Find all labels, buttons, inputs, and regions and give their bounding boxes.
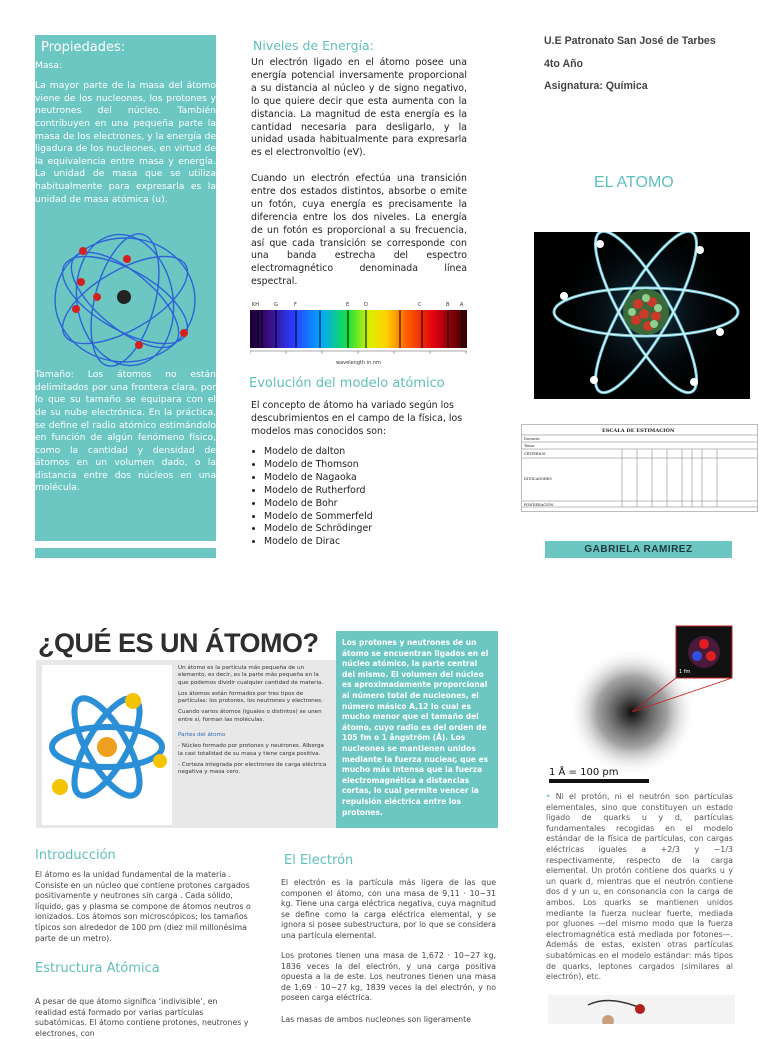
list-item: • Modelo de Schrödinger (264, 523, 480, 536)
inset-scale-label: 1 fm (679, 669, 691, 675)
scale-label: 1 Å = 100 pm (549, 767, 619, 778)
spectrum-letter: KH (252, 302, 260, 308)
evolucion-title: Evolución del modelo atómico (249, 376, 445, 391)
subject: Asignatura: Química (544, 80, 648, 92)
protones-neutrones-box: Los protones y neutrones de un átomo se encuentran ligados en el núcleo atómico, la parte central del mismo. El volumen del núcleo es aproximadamente proporcional al número total de nucleones, el número másico A,12 lo cual es mucho menor que el tamaño del átomo, cuyo radio es del orden de 105 fm o 1 ångström (Å). Los nucleones se mantienen unidos mediante la fuerza nuclear, que es mucho más intensa que la fuerza electromagnética a distancias cortas, lo cual permite vencer la repulsión eléctrica entre los protones. (336, 631, 498, 828)
masa-label: Masa: (35, 59, 63, 71)
introduccion-text: El átomo es la unidad fundamental de la materia . Consiste en un núcleo que contiene protones cargados positivamente y neutrones sin carga . Cada sólido, líquido, gas y plasma se compone de átomos neutros o ionizados. Los átomos son microscópicos; los tamaños típicos son alrededor de 100 pm (diez mil millonésima parte de un metro). (35, 870, 251, 943)
que-es-title (36, 626, 336, 660)
partes-title: Partes del átomo (178, 732, 226, 739)
spectrum-letter: F (294, 302, 297, 308)
glowing-atom-image (534, 232, 750, 399)
grade: 4to Año (544, 58, 584, 70)
que-es-p1: Un átomo es la partícula más pequeña de un elemento, es decir, es la parte más pequeña en la que podemos dividir cualquier cantidad de materia. (178, 665, 324, 686)
que-es-atom-icon (42, 665, 172, 825)
school-name: U.E Patronato San José de Tarbes (544, 35, 716, 47)
que-es-p2: Los átomos están formados por tres tipos de partículas: los protones, los neutrones y electrones. (178, 690, 323, 705)
niveles-p2: Cuando un electrón efectúa una transición entre dos estados distintos, absorbe o emite un fotón, cuya energía es precisamente la diferencia entre los dos niveles. La energía de un fotón es proporcional a su frecuencia, así que cada transición se corresponde con una banda estrecha del espectro electromagnético denominada línea espectral. (251, 173, 467, 288)
electron-p2: Los protones tienen una masa de 1,672 · 10−27 kg, 1836 veces la del electrón, y una carga positiva opuesta a la de este. Los neutrones tienen una masa de 1,69 · 10−27 kg, 1839 veces la del electrón, y no poseen carga eléctrica. (281, 951, 496, 1003)
cover-title: EL ATOMO (594, 174, 674, 191)
list-item: • Modelo de dalton (264, 446, 480, 459)
que-es-title-text: ¿QUÉ ES UN ÁTOMO? (38, 628, 319, 658)
list-item: • Modelo de Thomson (264, 459, 480, 472)
panel-footer-strip (35, 548, 216, 558)
spectrum-letter: D (364, 302, 368, 308)
que-es-p3: Cuando varios átomos (iguales o distintos) se unen entre sí, forman las moléculas. (178, 709, 322, 723)
list-item: • Modelo de Rutherford (264, 485, 480, 498)
list-item: • Modelo de Bohr (264, 498, 480, 511)
niveles-title: Niveles de Energía: (253, 38, 374, 53)
que-es-text (178, 665, 328, 781)
spectrum-letter: C (418, 302, 422, 308)
escala-row: PONDERACIÓN (524, 503, 554, 507)
spectrum-letter: G (274, 302, 278, 308)
que-es-p4: - Núcleo formado por protones y neutrones. Alberga la casi totalidad de su masa y tiene carga positiva. (178, 743, 324, 757)
spectrum-caption: wavelength in nm (336, 360, 381, 366)
quark-text (546, 792, 733, 983)
escala-row: Tema: (524, 444, 536, 448)
list-item: • Modelo de Nagaoka (264, 472, 480, 485)
introduccion-title: Introducción (35, 848, 116, 863)
spectrum-letter: E (346, 302, 350, 308)
que-es-p5: - Corteza integrada por electrones de carga eléctrica negativa y masa cero. (178, 761, 327, 776)
atom-scale-illustration (548, 624, 733, 784)
tamano-text: Tamaño: Los átomos no están delimitados por una frontera clara, por lo que su tamaño se equipara con el de su nube electrónica. En la práctica, se define el radio atómico estimándolo en función de algún fenómeno físico, como la cantidad y densidad de átomos en un volumen dado, o la distancia entre dos núcleos en una molécula. (35, 369, 216, 494)
propiedades-title: Propiedades: (41, 40, 126, 55)
lab-photo (548, 995, 735, 1024)
electron-p1: El electrón es la partícula más ligera de las que componen el átomo, con una masa de 9,11 · 10−31 kg. Tiene una carga eléctrica negativa, cuya magnitud se define como la carga eléctrica elemental, y se ignora si posee subestructura, por lo que se considera una partícula elemental. (281, 878, 496, 940)
estructura-text: A pesar de que átomo significa ‘indivisible’, en realidad está formado por varias partículas subatómicas. El átomo contiene protones, neutrones y electrones, con (35, 997, 249, 1038)
escala-row: Docente: (524, 437, 541, 441)
escala-title: ESCALA DE ESTIMACIÓN (602, 428, 675, 434)
spectrum-letter: B (446, 302, 450, 308)
list-item: • Modelo de Sommerfeld (264, 511, 480, 524)
electron-title: El Electrón (284, 853, 354, 868)
atom-model-illustration (50, 225, 200, 375)
author-name: GABRIELA RAMIREZ (545, 541, 732, 558)
evolucion-intro: El concepto de átomo ha variado según los descubrimientos en el campo de la física, los modelos mas conocidos son: (251, 400, 463, 437)
spectrum-image (250, 299, 467, 367)
bullet-icon: • (546, 792, 556, 801)
niveles-p1: Un electrón ligado en el átomo posee una energía potencial inversamente proporcional a su distancia al núcleo y de signo negativo, lo que quiere decir que esta aumenta con la distancia. La magnitud de esta energía es la cantidad necesaria para desligarlo, y la unidad usada habitualmente para expresarla es el electronvoltio (eV). (251, 57, 467, 159)
quark-paragraph: Ni el protón, ni el neutrón son partículas elementales, sino que constituyen un estado ligado de quarks u y d, partículas fundamentales recogidas en el modelo estándar de la física de partículas, con cargas eléctricas iguales a +2/3 y −1/3 respectivamente, respecto de la carga elemental. Un protón contiene dos quarks u y un quark d, mientras que el neutrón contiene dos d y un u, en consonancia con la carga de ambos. Los quarks se mantienen unidos mediante la fuerza nuclear fuerte, mediada por gluones —del mismo modo que la fuerza electromagnética está mediada por fotones—. Además de estas, existen otras partículas subatómicas en el modelo estándar: más tipos de quarks, leptones cargados (similares al electrón), etc. (546, 792, 733, 982)
escala-row: INDICADORES (524, 477, 552, 481)
modelos-list (251, 446, 480, 549)
spectrum-letter: A (460, 302, 464, 308)
escala-row: CRITERIOS (524, 452, 546, 456)
escala-estimacion-table (521, 424, 758, 512)
estructura-title: Estructura Atómica (35, 961, 160, 976)
masa-text: La mayor parte de la masa del átomo viene de los nucleones, los protones y neutrones del núcleo. También contribuyen en una pequeña parte la masa de los electrones, y la energía de ligadura de los nucleones, en virtud de la equivalencia entre masa y energía. La unidad de masa que se utiliza habitualmente para expresarla es la unidad de masa atómica (u). (35, 80, 216, 205)
electron-p3: Las masas de ambos nucleones son ligeramente (281, 1015, 471, 1024)
list-item: • Modelo de Dirac (264, 536, 480, 549)
